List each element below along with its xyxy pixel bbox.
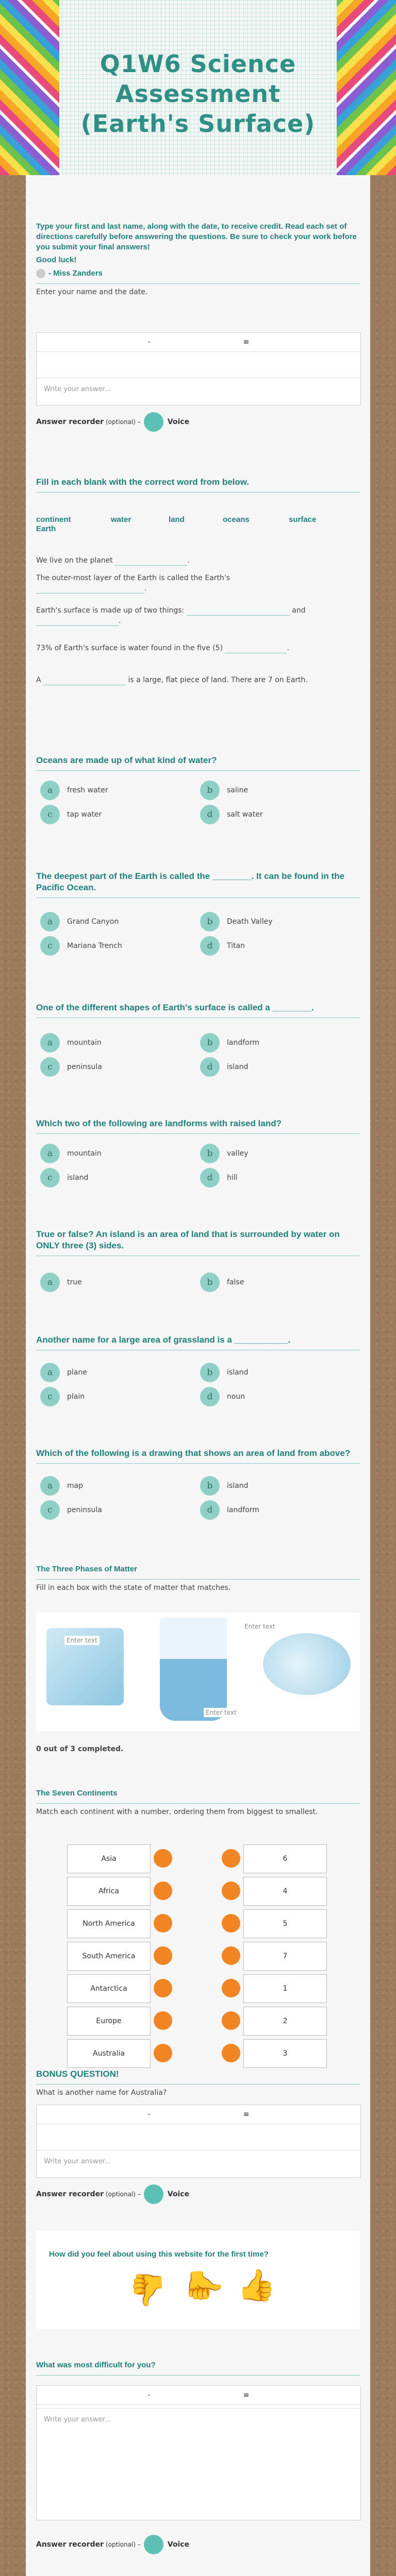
continent-box[interactable]: South America	[67, 1942, 151, 1971]
continents-prompt: Match each continent with a number, ordering them from biggest to smallest.	[36, 1808, 318, 1816]
continents-section	[36, 1788, 360, 1817]
continent-box[interactable]: Asia	[67, 1844, 151, 1873]
answer-placeholder[interactable]: Write your answer...	[37, 2150, 360, 2173]
word-land[interactable]: land	[169, 515, 185, 524]
align-button[interactable]: ≡	[243, 2391, 250, 2399]
number-box[interactable]: 6	[243, 1844, 327, 1873]
question-title: Which of the following is a drawing that shows an area of land from above?	[36, 1448, 351, 1458]
name-editor[interactable]	[36, 332, 361, 405]
divider	[36, 283, 360, 284]
match-connector-right[interactable]	[222, 2011, 240, 2030]
goodluck-text: Good luck!	[36, 256, 77, 264]
thumbs-sideways-icon[interactable]: 👍	[186, 2266, 223, 2304]
question-grassland	[36, 1334, 360, 1350]
align-button[interactable]: ≡	[243, 338, 250, 346]
choice-b[interactable]: b saline	[200, 781, 248, 800]
question-true-false	[36, 1229, 360, 1256]
choice-b[interactable]: b landform	[200, 1033, 259, 1053]
bonus-editor[interactable]	[36, 2105, 361, 2178]
phases-section	[36, 1564, 360, 1593]
continent-box[interactable]: North America	[67, 1909, 151, 1938]
choice-a[interactable]: a true	[40, 1273, 82, 1292]
fill-section	[36, 477, 360, 493]
choice-c[interactable]: c tap water	[40, 805, 102, 824]
match-connector-left[interactable]	[154, 1882, 172, 1900]
choice-c[interactable]: c Mariana Trench	[40, 936, 122, 956]
voice-label: Voice	[167, 418, 190, 426]
continent-box[interactable]: Antarctica	[67, 1974, 151, 2003]
choice-b[interactable]: b Death Valley	[200, 912, 273, 931]
page-header	[0, 0, 396, 175]
difficult-section	[36, 2360, 360, 2376]
liquid-textbox[interactable]: Enter text	[204, 1708, 239, 1717]
blank-2[interactable]	[36, 593, 144, 594]
choice-d[interactable]: d island	[200, 1057, 248, 1077]
editor-toolbar	[37, 2105, 360, 2124]
fill-title: Fill in each blank with the correct word from below.	[36, 477, 250, 487]
choice-d[interactable]: d hill	[200, 1168, 238, 1188]
blank-3b[interactable]	[36, 625, 119, 626]
choice-d[interactable]: d Titan	[200, 936, 245, 956]
rainbow-stripes-left	[0, 0, 59, 175]
choice-a[interactable]: a plane	[40, 1363, 87, 1382]
choice-c[interactable]: c island	[40, 1168, 88, 1188]
match-connector-left[interactable]	[154, 2044, 172, 2062]
fill-sentence-2: The outer-most layer of the Earth is called the Earth's .	[36, 574, 230, 592]
answer-placeholder[interactable]: Write your answer...	[37, 2408, 360, 2431]
word-earth[interactable]: Earth	[36, 524, 56, 533]
feedback-title: How did you feel about using this website for the first time?	[49, 2250, 269, 2259]
choice-c[interactable]: c plain	[40, 1387, 85, 1406]
recorder-optional: (optional) –	[105, 418, 141, 426]
question-title: One of the different shapes of Earth's surface is called a ________.	[36, 1003, 314, 1012]
answer-recorder: Answer recorder (optional) – Voice	[36, 2535, 189, 2554]
word-surface[interactable]: surface	[289, 515, 317, 524]
difficult-title: What was most difficult for you?	[36, 2361, 156, 2369]
choice-b[interactable]: b false	[200, 1273, 244, 1292]
gas-textbox[interactable]: Enter text	[242, 1622, 277, 1631]
blank-1[interactable]	[115, 565, 187, 566]
teacher-avatar-icon	[36, 269, 45, 278]
choice-b[interactable]: b island	[200, 1363, 248, 1382]
bonus-prompt: What is another name for Australia?	[36, 2089, 167, 2097]
match-connector-right[interactable]	[222, 2044, 240, 2062]
decrease-font-button[interactable]: -	[147, 2110, 151, 2119]
water-glass-image	[160, 1618, 227, 1721]
align-button[interactable]: ≡	[243, 2110, 250, 2119]
match-connector-right[interactable]	[222, 1882, 240, 1900]
answer-recorder: Answer recorder (optional) – Voice	[36, 2184, 189, 2204]
page-title: Q1W6 Science Assessment (Earth's Surface)	[80, 50, 316, 138]
number-box[interactable]: 7	[243, 1942, 327, 1971]
question-title: Oceans are made up of what kind of water?	[36, 755, 217, 765]
question-shapes	[36, 1002, 360, 1018]
choice-b[interactable]: b valley	[200, 1144, 249, 1163]
rainbow-stripes-right	[337, 0, 396, 175]
voice-record-button[interactable]	[144, 412, 163, 432]
phases-title: The Three Phases of Matter	[36, 1565, 137, 1573]
feedback-card	[36, 2231, 360, 2329]
number-box[interactable]: 5	[243, 1909, 327, 1938]
difficult-editor[interactable]	[36, 2385, 361, 2520]
choice-c[interactable]: c peninsula	[40, 1500, 102, 1520]
decrease-font-button[interactable]: -	[147, 2391, 151, 2399]
divider	[36, 492, 360, 493]
number-box[interactable]: 1	[243, 1974, 327, 2003]
choice-a[interactable]: a mountain	[40, 1144, 102, 1163]
match-connector-left[interactable]	[154, 1979, 172, 1997]
fill-sentence-4: 73% of Earth's surface is water found in the five (5) .	[36, 644, 289, 652]
number-box[interactable]: 3	[243, 2039, 327, 2068]
phases-prompt: Fill in each box with the state of matter that matches.	[36, 1584, 231, 1592]
blank-3a[interactable]	[187, 615, 290, 616]
question-raised-land	[36, 1118, 360, 1134]
bonus-section	[36, 2069, 360, 2098]
question-oceans	[36, 755, 360, 771]
fill-sentence-5: A is a large, flat piece of land. There are 7 on Earth.	[36, 676, 308, 684]
choice-b[interactable]: b island	[200, 1476, 248, 1496]
choice-c[interactable]: c peninsula	[40, 1057, 102, 1077]
word-oceans[interactable]: oceans	[223, 515, 250, 524]
question-title: Another name for a large area of grassland is a ___________.	[36, 1335, 291, 1345]
continent-box[interactable]: Europe	[67, 2007, 151, 2036]
match-connector-left[interactable]	[154, 1946, 172, 1965]
decrease-font-button[interactable]: -	[147, 338, 151, 346]
answer-placeholder[interactable]: Write your answer...	[37, 378, 360, 400]
voice-record-button[interactable]	[144, 2184, 163, 2204]
solid-textbox[interactable]: Enter text	[64, 1636, 100, 1645]
instructions-text: Type your first and last name, along with the date, to receive credit. Read each set of directions carefully before answering the questions. Be sure to check your work before you submit your final answers!	[36, 222, 357, 251]
phases-status: 0 out of 3 completed.	[36, 1745, 124, 1753]
question-title: The deepest part of the Earth is called the ________. It can be found in the Pacific Ocean.	[36, 871, 344, 892]
voice-record-button[interactable]	[144, 2535, 163, 2554]
match-connector-left[interactable]	[154, 1849, 172, 1868]
thumbs-up-icon[interactable]: 👍	[237, 2267, 276, 2303]
continent-box[interactable]: Africa	[67, 1877, 151, 1906]
choice-d[interactable]: d salt water	[200, 805, 263, 824]
match-connector-right[interactable]	[222, 1849, 240, 1868]
number-box[interactable]: 2	[243, 2007, 327, 2036]
choice-d[interactable]: d noun	[200, 1387, 245, 1406]
question-title: True or false? An island is an area of land that is surrounded by water on ONLY three (3) sides.	[36, 1229, 340, 1250]
answer-recorder	[36, 412, 189, 432]
thumbs-down-icon[interactable]: 👍	[129, 2272, 168, 2308]
continents-title: The Seven Continents	[36, 1789, 118, 1798]
teacher-signature: - Miss Zanders	[48, 269, 103, 278]
choice-a[interactable]: a fresh water	[40, 781, 108, 800]
match-connector-right[interactable]	[222, 1914, 240, 1933]
match-connector-right[interactable]	[222, 1979, 240, 1997]
bonus-title: BONUS QUESTION!	[36, 2069, 119, 2079]
editor-toolbar	[37, 2386, 360, 2405]
question-title: Which two of the following are landforms with raised land?	[36, 1118, 282, 1128]
intro-section	[36, 222, 360, 297]
match-connector-right[interactable]	[222, 1946, 240, 1965]
word-water[interactable]: water	[111, 515, 131, 524]
editor-toolbar	[37, 333, 360, 352]
choice-a[interactable]: a Grand Canyon	[40, 912, 119, 931]
name-prompt: Enter your name and the date.	[36, 288, 148, 296]
phases-image	[36, 1613, 360, 1731]
continent-box[interactable]: Australia	[67, 2039, 151, 2068]
choice-d[interactable]: d landform	[200, 1500, 259, 1520]
number-box[interactable]: 4	[243, 1877, 327, 1906]
fill-sentence-3: Earth's surface is made up of two things: and .	[36, 606, 306, 625]
recorder-label: Answer recorder	[36, 418, 104, 426]
choice-a[interactable]: a mountain	[40, 1033, 102, 1053]
match-connector-left[interactable]	[154, 1914, 172, 1933]
question-map	[36, 1448, 360, 1464]
fill-sentence-1: We live on the planet .	[36, 556, 190, 565]
word-continent[interactable]: continent	[36, 515, 71, 524]
choice-a[interactable]: a map	[40, 1476, 83, 1496]
question-deepest	[36, 871, 360, 898]
match-connector-left[interactable]	[154, 2011, 172, 2030]
steam-cloud-image	[263, 1633, 351, 1695]
